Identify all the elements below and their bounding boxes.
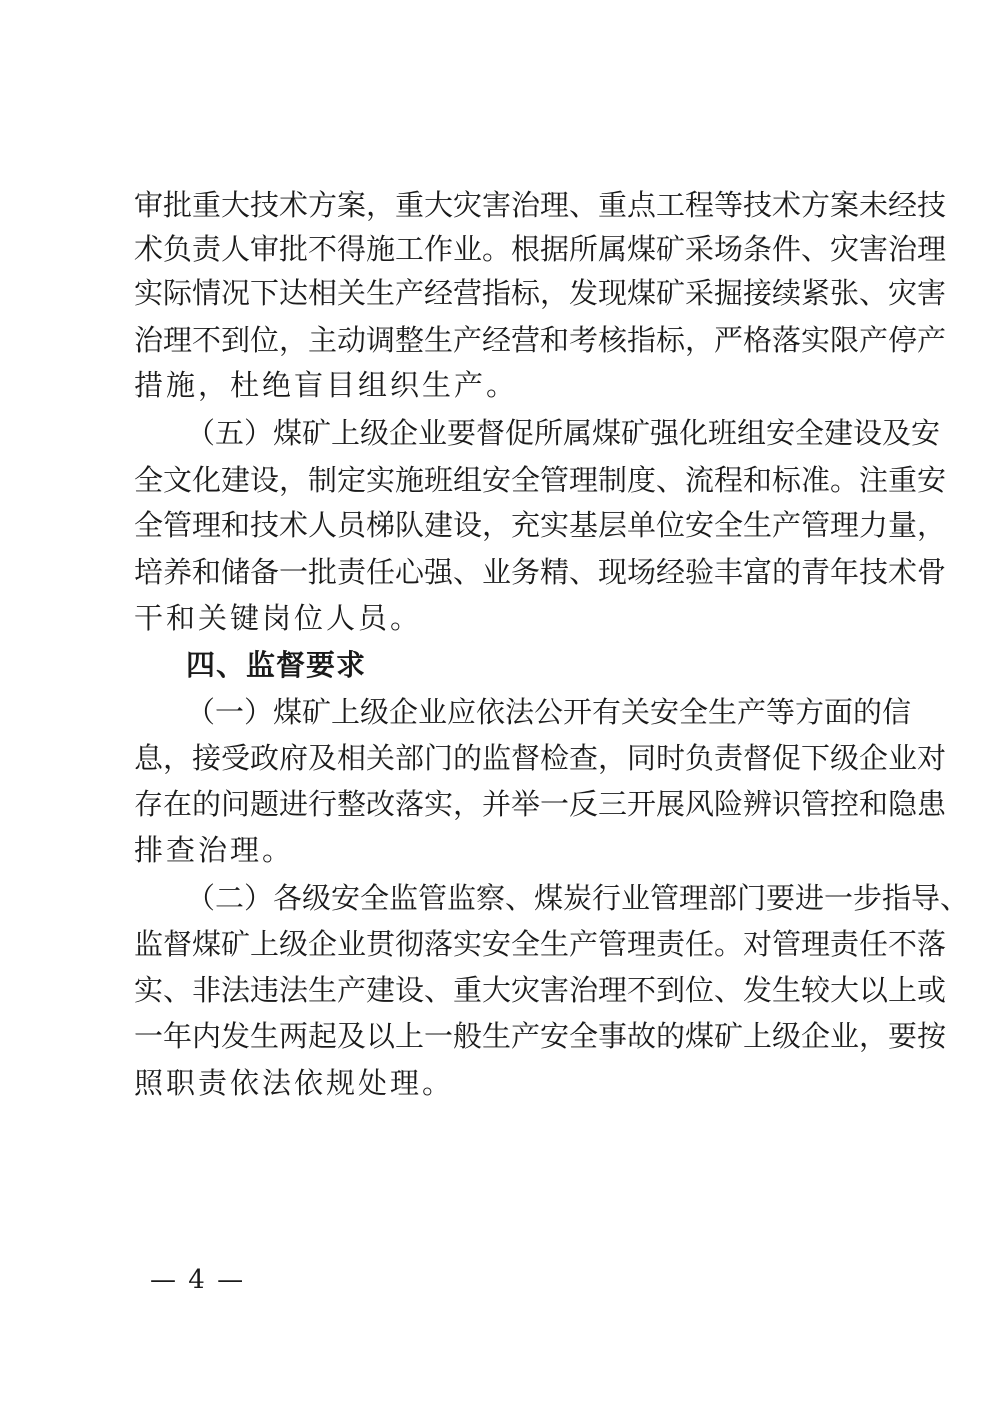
text-line: 监督煤矿上级企业贯彻落实安全生产管理责任。对管理责任不落: [134, 927, 947, 961]
text-line: 治理不到位，主动调整生产经营和考核指标，严格落实限产停产: [134, 323, 947, 357]
text-line: 术负责人审批不得施工作业。根据所属煤矿采场条件、灾害治理: [134, 232, 947, 266]
text-line: 培养和储备一批责任心强、业务精、现场经验丰富的青年技术骨: [134, 555, 947, 589]
text-line: 排查治理。: [134, 833, 295, 867]
text-line: 审批重大技术方案，重大灾害治理、重点工程等技术方案未经技: [134, 188, 947, 222]
text-line: 照职责依法依规处理。: [134, 1066, 455, 1100]
text-line: 息，接受政府及相关部门的监督检查，同时负责督促下级企业对: [134, 741, 947, 775]
text-line: 实、非法违法生产建设、重大灾害治理不到位、发生较大以上或: [134, 973, 947, 1007]
text-line: 措施，杜绝盲目组织生产。: [134, 368, 519, 402]
text-line: （二）各级安全监管监察、煤炭行业管理部门要进一步指导、: [186, 881, 970, 915]
text-line: 全管理和技术人员梯队建设，充实基层单位安全生产管理力量，: [134, 508, 947, 542]
text-line: （一）煤矿上级企业应依法公开有关安全生产等方面的信: [186, 695, 912, 729]
text-line: 存在的问题进行整改落实，并举一反三开展风险辨识管控和隐患: [134, 787, 947, 821]
text-line: （五）煤矿上级企业要督促所属煤矿强化班组安全建设及安: [186, 416, 941, 450]
section-heading: 四、监督要求: [186, 648, 367, 682]
page-number: — 4 —: [150, 1265, 246, 1295]
text-line: 一年内发生两起及以上一般生产安全事故的煤矿上级企业，要按: [134, 1019, 947, 1053]
text-line: 干和关键岗位人员。: [134, 601, 423, 635]
text-line: 全文化建设，制定实施班组安全管理制度、流程和标准。注重安: [134, 463, 947, 497]
text-line: 实际情况下达相关生产经营指标，发现煤矿采掘接续紧张、灾害: [134, 276, 947, 310]
